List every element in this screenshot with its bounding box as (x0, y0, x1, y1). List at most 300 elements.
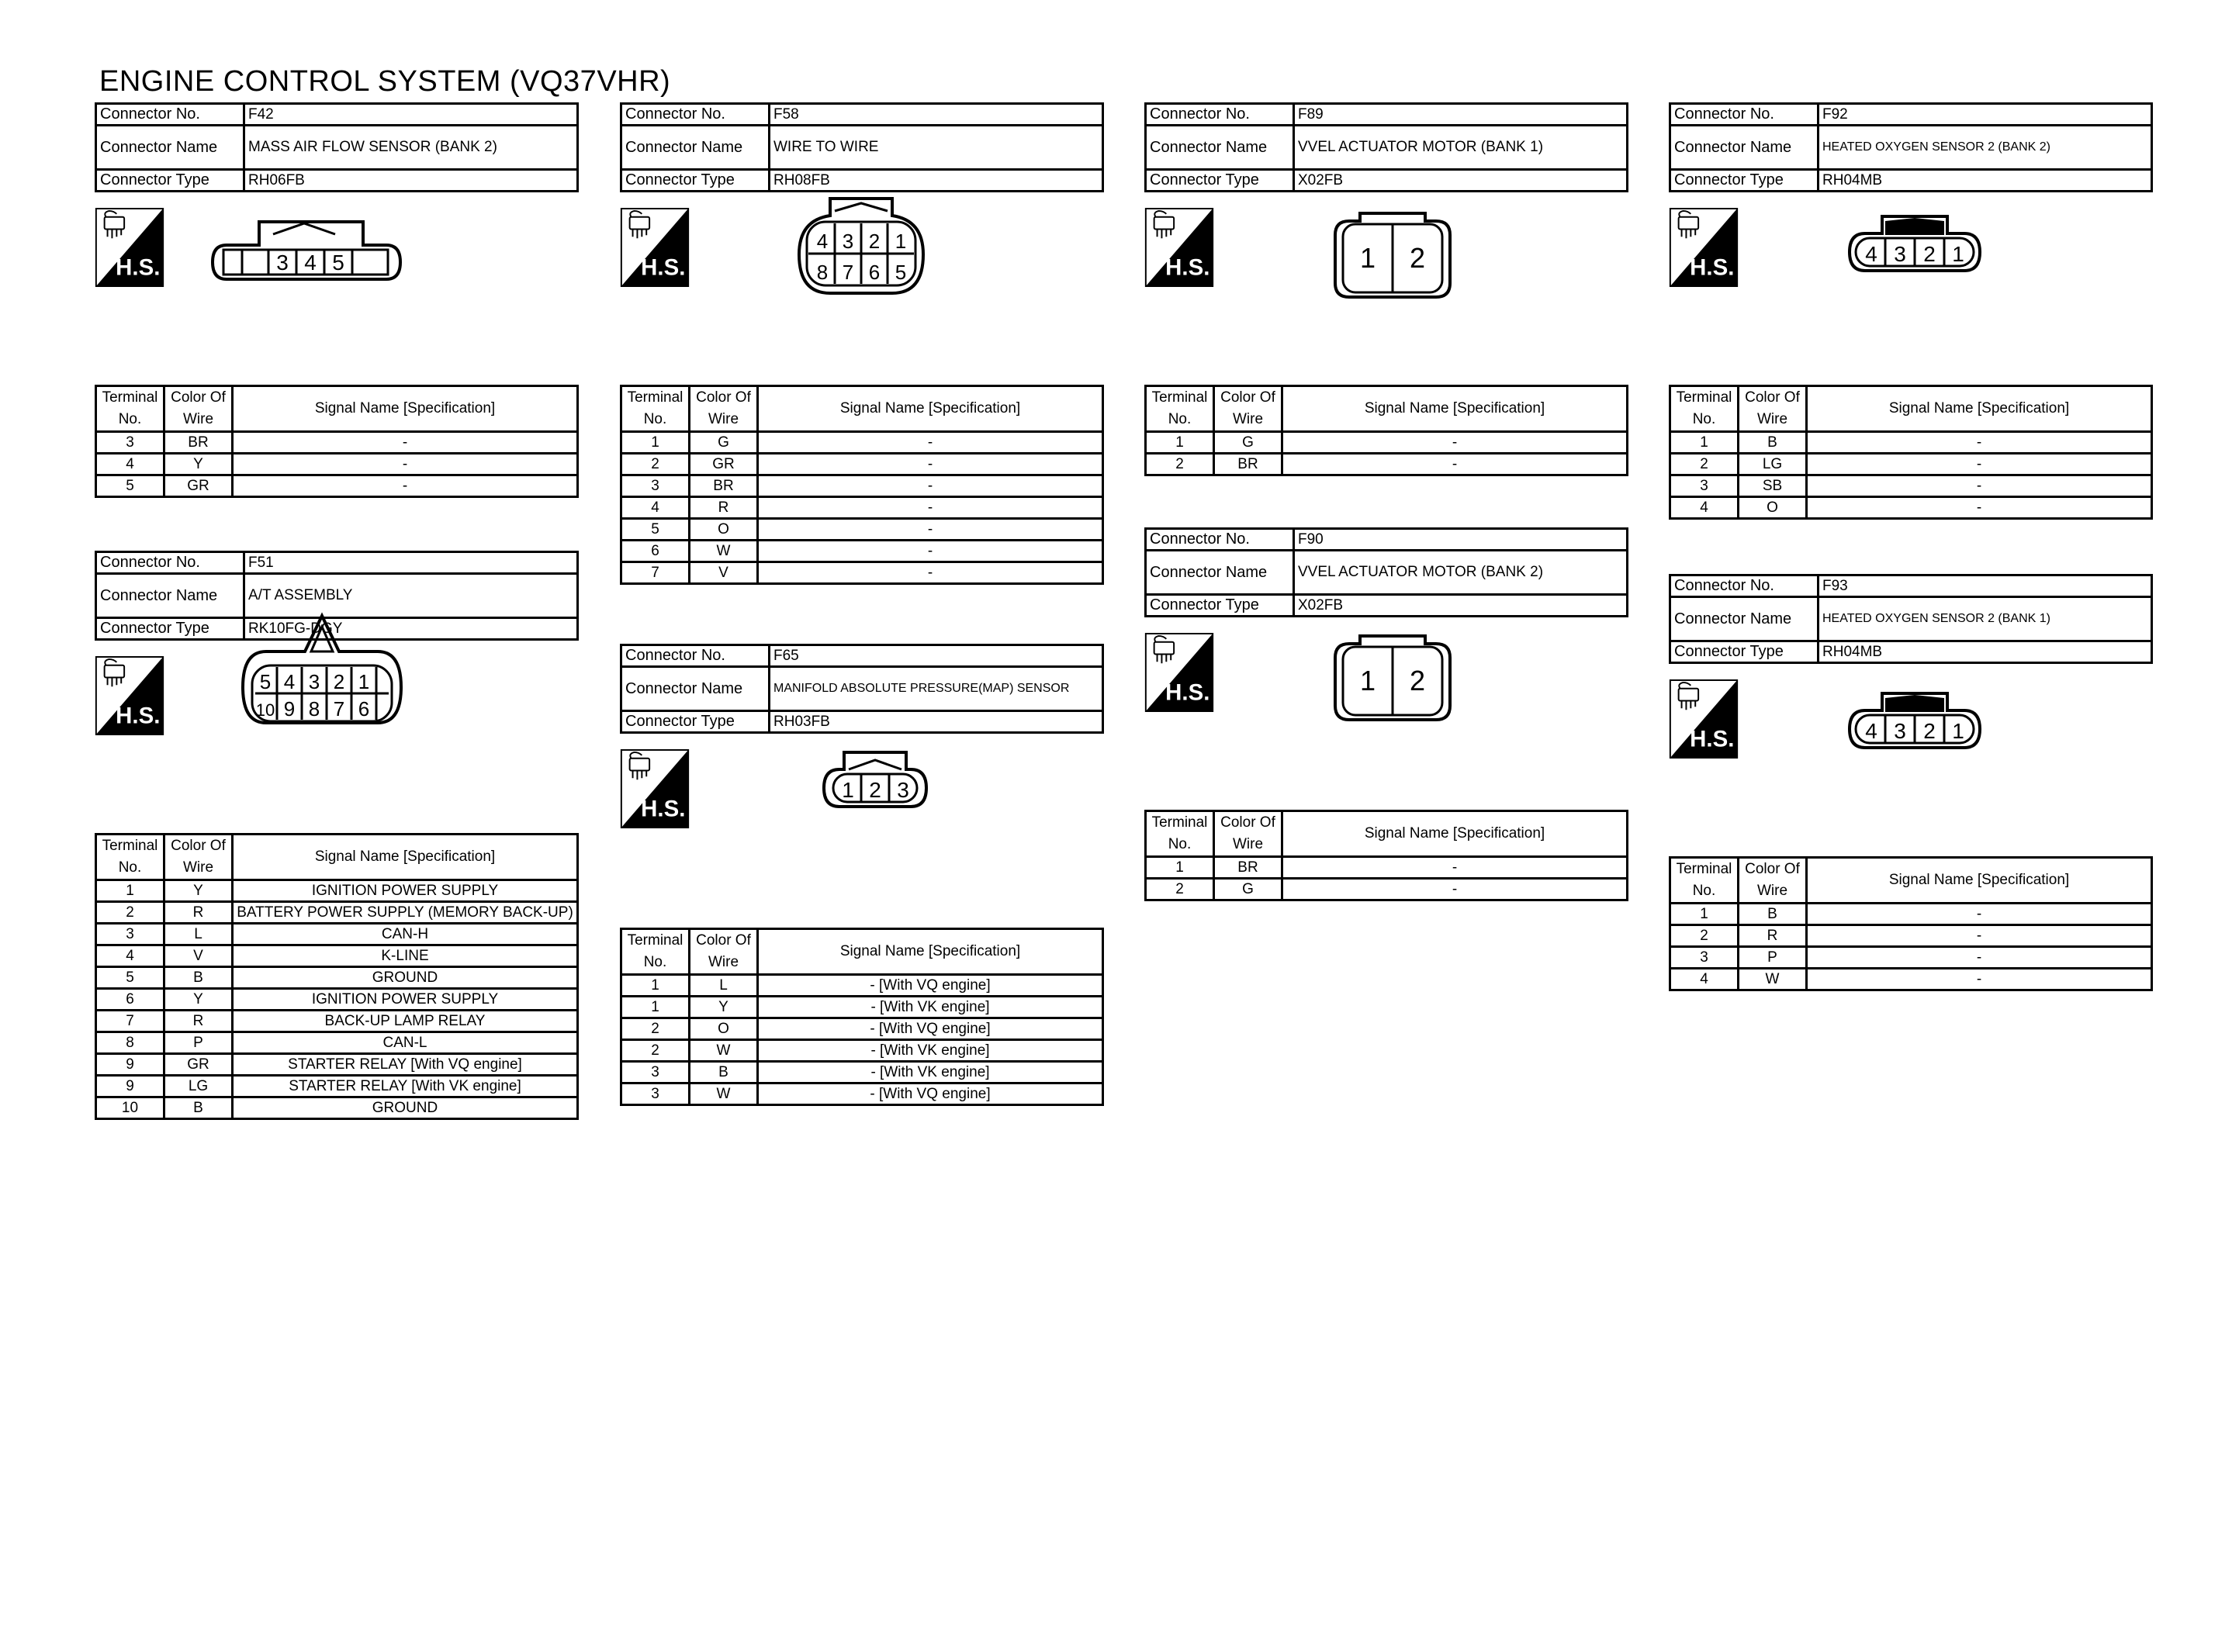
terminal-no: 5 (96, 475, 164, 497)
terminal-no: 2 (96, 902, 164, 924)
connector-no-value: F89 (1294, 104, 1628, 126)
signal-name-header: Signal Name [Specification] (1282, 811, 1628, 857)
hs-badge-icon (95, 208, 164, 287)
header-line: Color Of (1745, 861, 1800, 877)
connector-no-label: Connector No. (96, 552, 244, 574)
header-line: Wire (182, 411, 214, 427)
header-line: No. (1168, 836, 1192, 852)
pin-label: 4 (304, 251, 317, 275)
signal-name: - (758, 475, 1103, 497)
signal-name: - (1282, 857, 1628, 879)
terminal-no: 2 (1146, 879, 1214, 900)
connector-name-value: MASS AIR FLOW SENSOR (BANK 2) (244, 126, 578, 170)
terminal-no-header (1670, 386, 1739, 432)
terminal-table-header (1146, 386, 1628, 432)
wire-color: GR (690, 454, 758, 475)
terminal-no: 2 (1670, 454, 1739, 475)
pin-label: 2 (1409, 242, 1426, 274)
wire-color: W (690, 1040, 758, 1062)
connector-diagram-f93 (1814, 667, 2016, 791)
connector-diagram-f90 (1292, 613, 1493, 737)
pin-label: 5 (895, 261, 907, 284)
signal-name-header: Signal Name [Specification] (1807, 386, 2152, 432)
hs-badge-icon (95, 656, 164, 735)
connector-type-label: Connector Type (1670, 641, 1819, 663)
terminal-no: 3 (96, 924, 164, 945)
table-row (1670, 475, 2152, 497)
terminal-no: 1 (621, 997, 690, 1018)
wire-color: LG (164, 1076, 233, 1097)
pin-label: 3 (276, 251, 289, 275)
wire-color: Y (164, 880, 233, 902)
header-line: No. (643, 954, 667, 970)
header-line: Color Of (1745, 389, 1800, 406)
terminal-no: 10 (96, 1097, 164, 1119)
terminal-no: 3 (1670, 475, 1739, 497)
terminal-no: 2 (1146, 454, 1214, 475)
signal-name: - (1807, 497, 2152, 519)
connector-type-label: Connector Type (621, 170, 770, 192)
header-line: No. (118, 859, 142, 876)
signal-name: - (1807, 947, 2152, 969)
table-row (621, 519, 1103, 541)
wire-color: GR (164, 475, 233, 497)
signal-name: - [With VQ engine] (758, 1083, 1103, 1105)
terminal-no: 4 (1670, 969, 1739, 990)
connector-name-value: HEATED OXYGEN SENSOR 2 (BANK 2) (1819, 126, 2152, 170)
table-row (1670, 454, 2152, 475)
signal-name: - (1807, 454, 2152, 475)
hs-badge-label: H.S. (641, 796, 686, 822)
signal-name: BACK-UP LAMP RELAY (233, 1011, 578, 1032)
terminal-no: 8 (96, 1032, 164, 1054)
color-of-wire-header (690, 929, 758, 975)
wire-color: R (690, 497, 758, 519)
table-row (1146, 432, 1628, 454)
color-of-wire-header (1739, 858, 1807, 904)
connector-no-label: Connector No. (1670, 575, 1819, 597)
terminal-no: 3 (1670, 947, 1739, 969)
connector-type-label: Connector Type (96, 618, 244, 640)
pin-label: 3 (308, 670, 320, 693)
table-row (621, 475, 1103, 497)
terminal-no-header (96, 835, 164, 880)
wire-color: Y (164, 454, 233, 475)
signal-name: - (1807, 969, 2152, 990)
terminal-no: 1 (1146, 432, 1214, 454)
table-row (96, 880, 578, 902)
header-line: Terminal (1676, 389, 1732, 406)
header-line: Wire (1232, 411, 1264, 427)
pin-label: 1 (358, 670, 370, 693)
connector-info-f93 (1669, 574, 2153, 664)
connector-name-label: Connector Name (1670, 597, 1819, 641)
table-row (621, 497, 1103, 519)
connector-type-value: RH06FB (244, 170, 578, 192)
header-line: Color Of (171, 838, 226, 854)
signal-name: - [With VK engine] (758, 1040, 1103, 1062)
pin-label: 9 (283, 697, 296, 721)
pin-label: 2 (869, 778, 881, 802)
terminal-no-header (1670, 858, 1739, 904)
hs-badge-icon (1144, 633, 1214, 712)
connector-type-value: RH04MB (1819, 170, 2152, 192)
signal-name: - [With VQ engine] (758, 975, 1103, 997)
color-of-wire-header (164, 386, 233, 432)
connector-info-f42 (95, 102, 579, 192)
signal-name: - (1807, 904, 2152, 925)
connector-diagram-f65 (774, 729, 976, 853)
signal-name: STARTER RELAY [With VQ engine] (233, 1054, 578, 1076)
page-title: ENGINE CONTROL SYSTEM (VQ37VHR) (99, 65, 671, 98)
connector-info-f65 (620, 644, 1104, 734)
terminal-table-f93 (1669, 856, 2153, 991)
wire-color: P (1739, 947, 1807, 969)
pin-label: 7 (842, 261, 854, 284)
signal-name: - [With VK engine] (758, 1062, 1103, 1083)
hs-badge-icon (620, 208, 690, 287)
connector-name-label: Connector Name (621, 667, 770, 711)
terminal-no: 1 (621, 432, 690, 454)
connector-name-label: Connector Name (96, 574, 244, 618)
terminal-no: 2 (1670, 925, 1739, 947)
pin-label: 1 (895, 230, 907, 253)
wire-color: O (690, 519, 758, 541)
terminal-no: 3 (621, 475, 690, 497)
wire-color: B (164, 1097, 233, 1119)
header-line: No. (1168, 411, 1192, 427)
connector-info-f92 (1669, 102, 2153, 192)
pin-label: 7 (333, 697, 345, 721)
connector-name-label: Connector Name (1670, 126, 1819, 170)
table-row (621, 1062, 1103, 1083)
table-row (96, 924, 578, 945)
header-line: No. (118, 411, 142, 427)
wire-color: G (1214, 879, 1282, 900)
color-of-wire-header (1739, 386, 1807, 432)
table-row (96, 432, 578, 454)
connector-type-value: RK10FG-DGY (244, 618, 578, 640)
terminal-no: 1 (1670, 432, 1739, 454)
connector-diagram-f51 (221, 611, 423, 735)
terminal-no: 4 (621, 497, 690, 519)
table-row (1146, 857, 1628, 879)
pin-label: 4 (283, 670, 296, 693)
terminal-table-f65 (620, 928, 1104, 1106)
wire-color: BR (690, 475, 758, 497)
terminal-no-header (621, 386, 690, 432)
wire-color: BR (1214, 454, 1282, 475)
signal-name-header: Signal Name [Specification] (233, 835, 578, 880)
table-row (1146, 879, 1628, 900)
signal-name: BATTERY POWER SUPPLY (MEMORY BACK-UP) (233, 902, 578, 924)
terminal-no: 4 (1670, 497, 1739, 519)
header-line: Color Of (1220, 814, 1275, 831)
wire-color: B (1739, 432, 1807, 454)
connector-diagram-f58 (760, 177, 962, 301)
terminal-no: 2 (621, 454, 690, 475)
signal-name: - (758, 541, 1103, 562)
connector-no-label: Connector No. (1670, 104, 1819, 126)
header-line: Color Of (696, 932, 751, 949)
connector-no-label: Connector No. (621, 645, 770, 667)
pin-label: 1 (1952, 719, 1964, 743)
signal-name: - (233, 454, 578, 475)
pin-label: 4 (1865, 719, 1877, 743)
terminal-no-header (1146, 386, 1214, 432)
connector-type-value: RH08FB (770, 170, 1103, 192)
header-line: Terminal (1676, 861, 1732, 877)
header-line: Wire (708, 411, 739, 427)
table-row (621, 997, 1103, 1018)
connector-name-value: WIRE TO WIRE (770, 126, 1103, 170)
signal-name: - (1807, 432, 2152, 454)
table-row (1670, 432, 2152, 454)
signal-name: - (1282, 879, 1628, 900)
table-row (621, 432, 1103, 454)
connector-no-value: F92 (1819, 104, 2152, 126)
table-row (1670, 969, 2152, 990)
connector-no-value: F58 (770, 104, 1103, 126)
connector-name-value: A/T ASSEMBLY (244, 574, 578, 618)
hs-badge-icon (1669, 208, 1739, 287)
hs-badge-label: H.S. (641, 254, 686, 281)
table-row (1670, 925, 2152, 947)
wire-color: R (164, 902, 233, 924)
wire-color: V (164, 945, 233, 967)
header-line: Terminal (102, 389, 158, 406)
pin-label: 4 (1865, 242, 1877, 266)
wire-color: O (1739, 497, 1807, 519)
wire-color: P (164, 1032, 233, 1054)
connector-name-label: Connector Name (621, 126, 770, 170)
signal-name: - (1282, 432, 1628, 454)
hs-badge-icon (620, 749, 690, 828)
wire-color: O (690, 1018, 758, 1040)
header-line: Terminal (1151, 389, 1208, 406)
terminal-no: 1 (621, 975, 690, 997)
terminal-table-f51 (95, 833, 579, 1120)
table-row (96, 1076, 578, 1097)
terminal-table-header (1146, 811, 1628, 857)
connector-diagram-f42 (211, 185, 413, 309)
pin-label: 6 (358, 697, 370, 721)
table-row (621, 1018, 1103, 1040)
color-of-wire-header (690, 386, 758, 432)
pin-label: 2 (1409, 665, 1426, 696)
signal-name: - (758, 562, 1103, 584)
signal-name: STARTER RELAY [With VK engine] (233, 1076, 578, 1097)
header-line: Wire (1232, 836, 1264, 852)
table-row (1670, 947, 2152, 969)
wire-color: L (164, 924, 233, 945)
table-row (621, 541, 1103, 562)
hs-badge-label: H.S. (1165, 254, 1210, 281)
pin-label: 3 (1894, 719, 1906, 743)
terminal-no: 5 (96, 967, 164, 989)
connector-no-value: F93 (1819, 575, 2152, 597)
header-line: No. (643, 411, 667, 427)
table-row (621, 975, 1103, 997)
terminal-table-header (621, 386, 1103, 432)
pin-label: 8 (308, 697, 320, 721)
terminal-no: 7 (621, 562, 690, 584)
terminal-no-header (1146, 811, 1214, 857)
terminal-no: 1 (1670, 904, 1739, 925)
connector-name-label: Connector Name (1146, 551, 1294, 595)
header-line: Terminal (102, 838, 158, 854)
table-row (96, 989, 578, 1011)
connector-type-value: RH03FB (770, 711, 1103, 733)
wire-color: G (1214, 432, 1282, 454)
signal-name: - (233, 475, 578, 497)
pin-label: 8 (816, 261, 829, 284)
terminal-table-f58 (620, 385, 1104, 585)
pin-label: 3 (842, 230, 854, 253)
pin-label: 6 (868, 261, 881, 284)
terminal-no: 4 (96, 945, 164, 967)
table-row (1146, 454, 1628, 475)
wire-color: G (690, 432, 758, 454)
connector-type-value: RH04MB (1819, 641, 2152, 663)
connector-type-label: Connector Type (1146, 595, 1294, 617)
terminal-table-header (96, 835, 578, 880)
terminal-no: 4 (96, 454, 164, 475)
signal-name: - [With VQ engine] (758, 1018, 1103, 1040)
terminal-no: 7 (96, 1011, 164, 1032)
signal-name-header: Signal Name [Specification] (758, 386, 1103, 432)
header-line: Terminal (627, 932, 683, 949)
terminal-table-f90 (1144, 810, 1628, 901)
table-row (621, 454, 1103, 475)
header-line: Terminal (1151, 814, 1208, 831)
table-row (1670, 904, 2152, 925)
header-line: Color Of (696, 389, 751, 406)
table-row (96, 1054, 578, 1076)
hs-badge-label: H.S. (1690, 726, 1735, 752)
signal-name-header: Signal Name [Specification] (233, 386, 578, 432)
terminal-no: 6 (96, 989, 164, 1011)
terminal-no: 9 (96, 1076, 164, 1097)
connector-info-f89 (1144, 102, 1628, 192)
wire-color: BR (164, 432, 233, 454)
header-line: Wire (1756, 883, 1788, 899)
wire-color: R (1739, 925, 1807, 947)
signal-name: GROUND (233, 1097, 578, 1119)
pin-label: 5 (259, 670, 272, 693)
hs-badge-icon (1144, 208, 1214, 287)
wire-color: B (164, 967, 233, 989)
wire-color: W (690, 1083, 758, 1105)
terminal-no-header (96, 386, 164, 432)
wire-color: V (690, 562, 758, 584)
signal-name: - (758, 497, 1103, 519)
header-line: Color Of (1220, 389, 1275, 406)
wire-color: W (1739, 969, 1807, 990)
signal-name: - [With VK engine] (758, 997, 1103, 1018)
header-line: Wire (708, 954, 739, 970)
pin-label: 1 (1359, 242, 1376, 274)
terminal-no: 3 (621, 1062, 690, 1083)
connector-type-value: X02FB (1294, 595, 1628, 617)
terminal-no: 6 (621, 541, 690, 562)
connector-type-label: Connector Type (1670, 170, 1819, 192)
terminal-table-f89 (1144, 385, 1628, 476)
terminal-table-f92 (1669, 385, 2153, 520)
table-row (96, 1011, 578, 1032)
connector-no-label: Connector No. (621, 104, 770, 126)
wire-color: W (690, 541, 758, 562)
table-row (96, 945, 578, 967)
wire-color: SB (1739, 475, 1807, 497)
hs-badge-label: H.S. (1690, 254, 1735, 281)
table-row (1670, 497, 2152, 519)
connector-name-value: HEATED OXYGEN SENSOR 2 (BANK 1) (1819, 597, 2152, 641)
header-line: Terminal (627, 389, 683, 406)
signal-name: GROUND (233, 967, 578, 989)
terminal-table-header (1670, 386, 2152, 432)
signal-name-header: Signal Name [Specification] (758, 929, 1103, 975)
connector-no-label: Connector No. (96, 104, 244, 126)
pin-label: 3 (897, 778, 909, 802)
pin-label: 1 (1952, 242, 1964, 266)
header-line: Wire (182, 859, 214, 876)
table-row (621, 1040, 1103, 1062)
terminal-no: 1 (96, 880, 164, 902)
wire-color: Y (690, 997, 758, 1018)
terminal-no: 2 (621, 1040, 690, 1062)
signal-name: K-LINE (233, 945, 578, 967)
signal-name: IGNITION POWER SUPPLY (233, 989, 578, 1011)
terminal-no: 5 (621, 519, 690, 541)
header-line: Wire (1756, 411, 1788, 427)
signal-name: IGNITION POWER SUPPLY (233, 880, 578, 902)
terminal-table-f42 (95, 385, 579, 498)
wire-color: L (690, 975, 758, 997)
connector-no-label: Connector No. (1146, 529, 1294, 551)
table-row (96, 1097, 578, 1119)
header-line: Color Of (171, 389, 226, 406)
color-of-wire-header (1214, 811, 1282, 857)
pin-label: 2 (868, 230, 881, 253)
header-line: No. (1692, 883, 1716, 899)
signal-name: - (1282, 454, 1628, 475)
table-row (96, 475, 578, 497)
wire-color: Y (164, 989, 233, 1011)
terminal-no: 3 (96, 432, 164, 454)
connector-name-value: VVEL ACTUATOR MOTOR (BANK 1) (1294, 126, 1628, 170)
terminal-table-header (1670, 858, 2152, 904)
terminal-no: 2 (621, 1018, 690, 1040)
connector-no-value: F51 (244, 552, 578, 574)
wire-color: B (690, 1062, 758, 1083)
table-row (621, 1083, 1103, 1105)
signal-name: - (758, 454, 1103, 475)
table-row (96, 454, 578, 475)
table-row (96, 902, 578, 924)
connector-name-value: MANIFOLD ABSOLUTE PRESSURE(MAP) SENSOR (770, 667, 1103, 711)
terminal-no: 9 (96, 1054, 164, 1076)
pin-label: 2 (1923, 242, 1936, 266)
connector-no-value: F90 (1294, 529, 1628, 551)
pin-label: 10 (255, 700, 275, 720)
connector-type-label: Connector Type (96, 170, 244, 192)
pin-label: 4 (816, 230, 829, 253)
signal-name-header: Signal Name [Specification] (1282, 386, 1628, 432)
connector-type-label: Connector Type (1146, 170, 1294, 192)
signal-name: - (1807, 925, 2152, 947)
signal-name: - (1807, 475, 2152, 497)
